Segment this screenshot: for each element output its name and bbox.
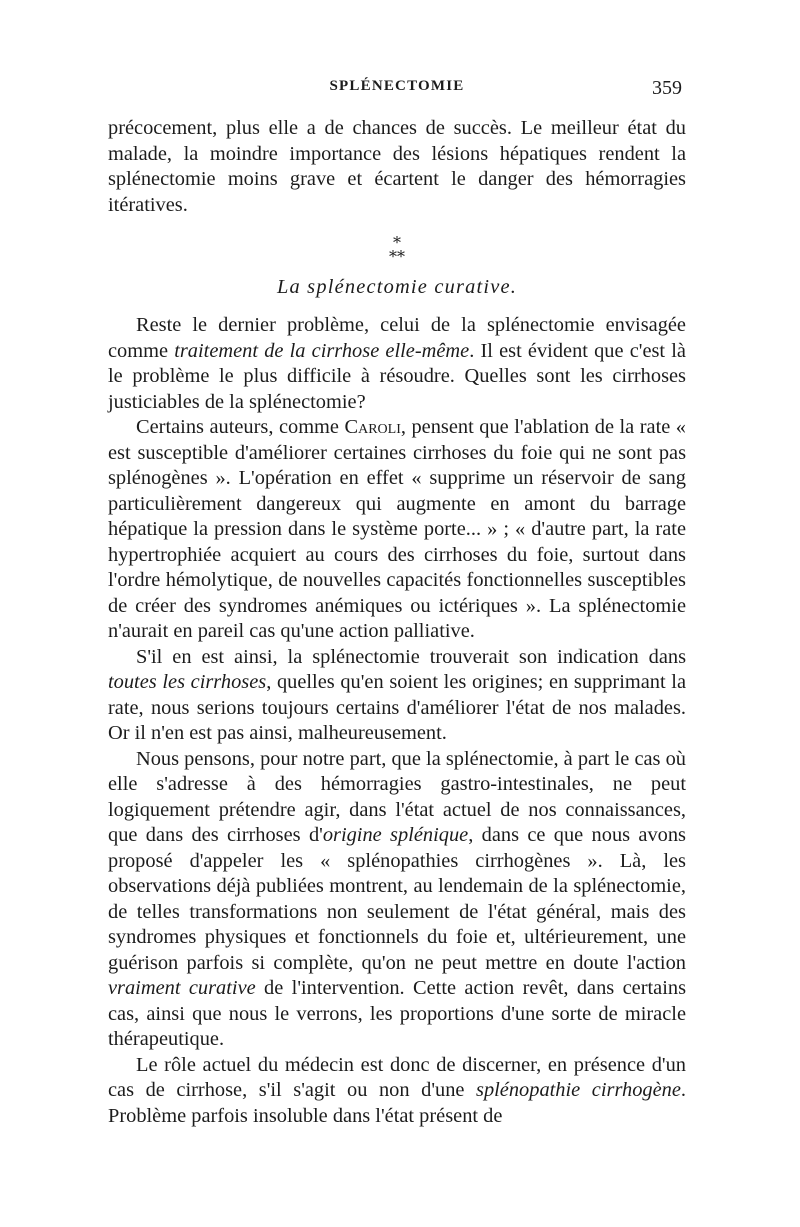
p6-text-a: Le rôle actuel du médecin est donc de discerner, en présence d'un cas de cirrhose, s'il s'agit ou non d'une <box>108 1053 686 1101</box>
asterism-divider <box>108 233 686 270</box>
p3-author-name: Caroli <box>344 416 401 438</box>
paragraph-3 <box>108 415 686 645</box>
p4-italic: toutes les cirrhoses <box>108 671 267 693</box>
page-body <box>108 116 686 1129</box>
asterism-bottom: ** <box>389 247 405 266</box>
p5-italic-2: vraiment curative <box>108 977 256 999</box>
paragraph-4 <box>108 645 686 747</box>
p4-text-c: , quelles qu'en soient les origines; en supprimant la rate, nous serions toujours certains d'améliorer l'état de nos malades. Or il n'en est pas ainsi, malheureusement. <box>108 671 686 744</box>
paragraph-2 <box>108 313 686 415</box>
paragraph-6 <box>108 1053 686 1130</box>
p2-text-c: . Il est évident que c'est là le problème le plus difficile à résoudre. Quelles sont les cirrhoses justiciables de la splénectomie? <box>108 339 686 413</box>
p6-italic: splénopathie cirrhogène <box>476 1079 681 1101</box>
paragraph-1: précocement, plus elle a de chances de succès. Le meilleur état du malade, la moindre importance des lésions hépatiques rendent la splénectomie moins grave et écartent le danger des hémorragies itératives. <box>108 117 686 216</box>
running-title: SPLÉNECTOMIE <box>329 78 465 94</box>
p5-italic-1: origine splénique <box>322 824 469 846</box>
section-title: La splénectomie curative. <box>276 276 518 298</box>
paragraph-5 <box>108 747 686 1053</box>
page-header <box>108 78 686 102</box>
asterism-top: * <box>393 233 401 252</box>
p5-text-e: de l'intervention. Cette action revêt, dans certains cas, ainsi que nous le verrons, les proportions d'une sorte de miracle thérapeutique. <box>108 977 687 1050</box>
p3-text-c: , pensent que l'ablation de la rate « est susceptible d'améliorer certaines cirrhoses du foie qui ne sont pas splénogènes ». L'opération en effet « supprime un réservoir de sang particulièrement dangereux qui augmente en amont du barrage hépatique la pression dans le système porte... » ; « d'autre part, la rate hypertrophiée acquiert au cours des cirrhoses du foie, surtout dans l'ordre hémolytique, de nouvelles capacités fonctionnelles susceptibles de créer des syndromes anémiques ou ictériques ». La splénectomie n'aurait en pareil cas qu'une action palliative. <box>108 416 686 642</box>
p5-text-c: , dans ce que nous avons proposé d'appeler les « splénopathies cirrhogènes ». Là, les observations déjà publiées montrent, au lendemain de la splénectomie, de telles transformations non seulement de l'état général, mais des syndromes physiques et fonctionnels du foie et, ultérieurement, une guérison parfois si complète, qu'on ne peut mettre en doute l'action <box>108 824 686 974</box>
p2-text-a: Reste le dernier problème, celui de la splénectomie envisagée comme <box>108 314 686 362</box>
p6-text-c: . Problème parfois insoluble dans l'état présent de <box>108 1079 686 1127</box>
p3-text-a: Certains auteurs, comme <box>136 416 345 438</box>
p5-text-a: Nous pensons, pour notre part, que la splénectomie, à part le cas où elle s'adresse à des hémorragies gastro-intestinales, ne peut logiquement prétendre agir, dans l'état actuel de nos connaissances, que dans des cirrhoses d' <box>108 747 686 846</box>
page-number: 359 <box>652 77 682 99</box>
p4-text-a: S'il en est ainsi, la splénectomie trouverait son indication dans <box>136 645 686 668</box>
p2-italic: traitement de la cirrhose elle-même <box>174 339 470 362</box>
